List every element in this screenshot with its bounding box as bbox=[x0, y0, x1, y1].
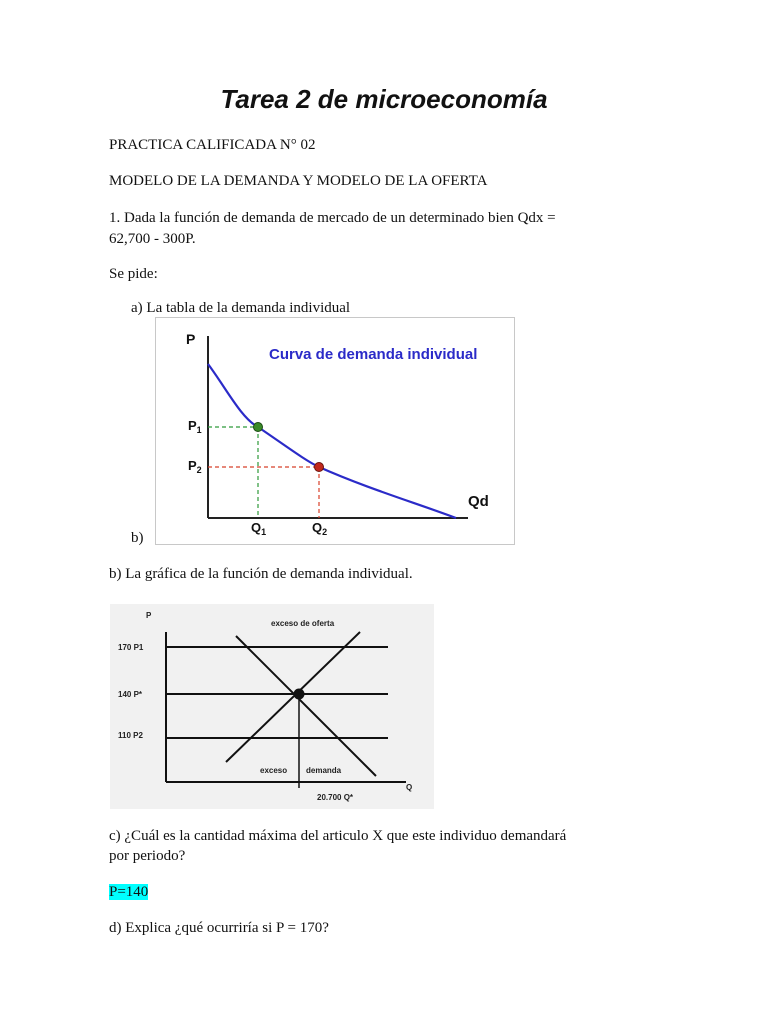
document-title: Tarea 2 de microeconomía bbox=[220, 84, 548, 114]
figure1-title: Curva de demanda individual bbox=[269, 346, 478, 363]
demand-curve-figure bbox=[155, 317, 515, 545]
answer-c bbox=[109, 881, 148, 903]
level-140-label: 140 P* bbox=[118, 690, 143, 699]
supply-line bbox=[226, 632, 360, 762]
q1-label: $Q_1$ bbox=[251, 520, 267, 537]
item-b-marker: b) bbox=[131, 530, 144, 546]
question-c-line-1: c) ¿Cuál es la cantidad máxima del articulo X que este individuo demandará bbox=[109, 828, 567, 844]
point-p2q2 bbox=[315, 463, 324, 472]
supply-demand-figure bbox=[110, 604, 434, 809]
answer-c-highlight: P=140 bbox=[109, 884, 149, 900]
exceso-label: exceso bbox=[260, 766, 288, 775]
level-110-label: 110 P2 bbox=[118, 731, 143, 740]
heading-practica: PRACTICA CALIFICADA N° 02 bbox=[109, 137, 316, 153]
figure2-y-axis-label: P bbox=[146, 611, 152, 620]
equilibrium-quantity-label: 20.700 Q* bbox=[317, 793, 354, 802]
figure1-y-axis-label: P bbox=[186, 331, 196, 347]
demanda-label: demanda bbox=[306, 766, 342, 775]
level-170-label: 170 P1 bbox=[118, 643, 144, 652]
item-b: b) La gráfica de la función de demanda individual. bbox=[109, 566, 413, 582]
item-a: a) La tabla de la demanda individual bbox=[131, 300, 351, 316]
p2-label: $P_2$ bbox=[188, 458, 202, 475]
figure2-x-axis-label: Q bbox=[406, 783, 413, 792]
question-1-line-2: 62,700 - 300P. bbox=[109, 231, 196, 247]
point-p1q1 bbox=[254, 423, 263, 432]
supply-demand-svg bbox=[110, 604, 434, 809]
se-pide-label: Se pide: bbox=[109, 266, 158, 282]
question-c-line-2: por periodo? bbox=[109, 848, 186, 864]
p1-label: $P_1$ bbox=[188, 418, 202, 435]
heading-modelo: MODELO DE LA DEMANDA Y MODELO DE LA OFERTA bbox=[109, 173, 488, 189]
question-1-line-1: 1. Dada la función de demanda de mercado de un determinado bien Qdx = bbox=[109, 210, 556, 226]
figure1-x-axis-label: Qd bbox=[468, 493, 489, 510]
demand-curve-svg bbox=[156, 318, 514, 544]
demand-curve-line bbox=[208, 364, 456, 518]
equilibrium-point bbox=[294, 689, 305, 700]
question-d: d) Explica ¿qué ocurriría si P = 170? bbox=[109, 920, 329, 936]
q2-label: $Q_2$ bbox=[312, 520, 328, 537]
exceso-oferta-label: exceso de oferta bbox=[271, 619, 335, 628]
demand-line bbox=[236, 636, 376, 776]
